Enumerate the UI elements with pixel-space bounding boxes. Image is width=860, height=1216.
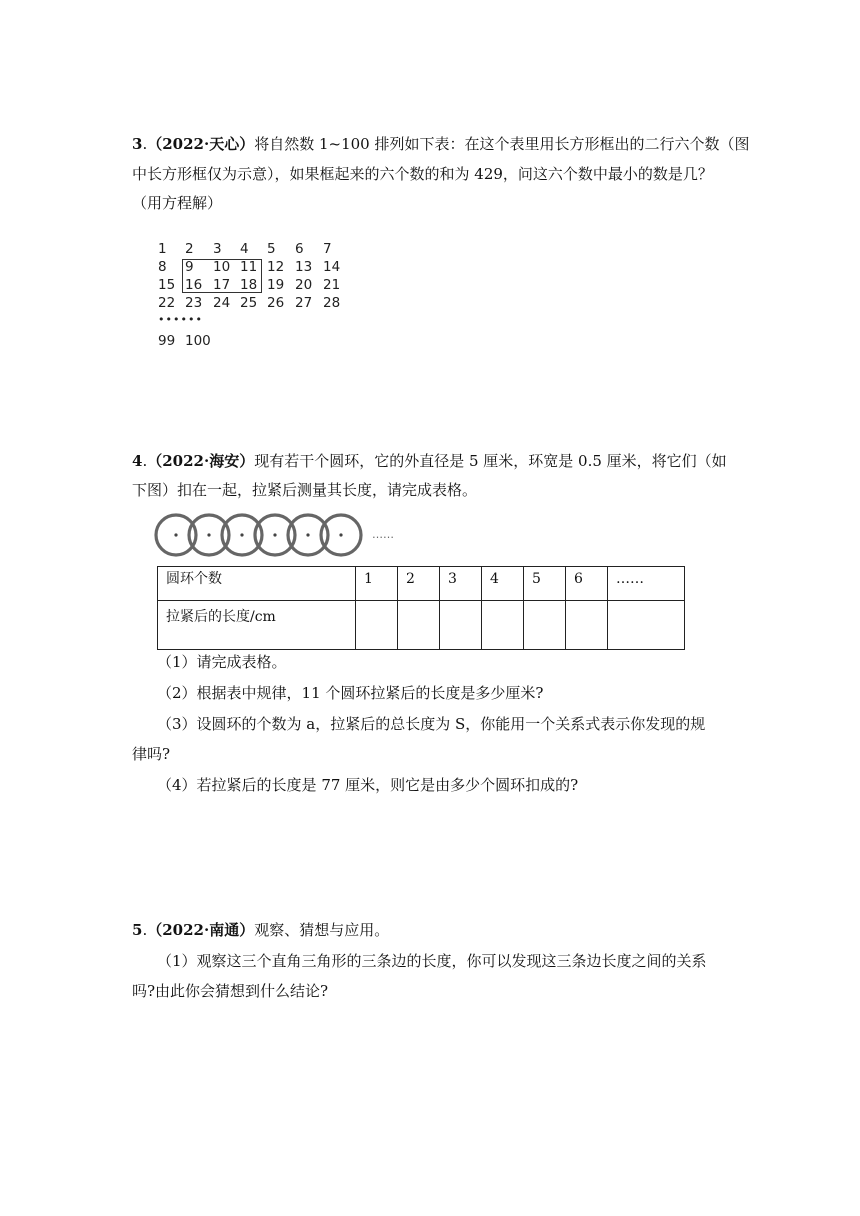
grid-cell: 10 (213, 259, 231, 275)
q3-line2: 中长方形框仅为示意），如果框起来的六个数的和为 429，问这六个数中最小的数是几？ (132, 165, 713, 183)
grid-cell: 15 (158, 277, 176, 293)
q4-sub1: （1）请完成表格。 (157, 653, 287, 671)
rings-figure (152, 510, 412, 562)
table-cell-empty[interactable] (440, 601, 482, 650)
table-cell-empty[interactable] (608, 601, 685, 650)
grid-cell: 25 (240, 295, 258, 311)
grid-cell: 8 (158, 259, 167, 275)
grid-cell: 28 (323, 295, 341, 311)
grid-cell: 99 (158, 333, 176, 349)
grid-cell: 11 (240, 259, 258, 275)
grid-cell: 9 (185, 259, 194, 275)
grid-cell: 2 (185, 241, 194, 257)
q5-line1: 5.（2022·南通）观察、猜想与应用。 (132, 921, 390, 939)
q3-text1: 将自然数 1~100 排列如下表：在这个表里用长方形框出的二行六个数（图 (254, 135, 750, 153)
table-cell: 5 (524, 567, 566, 601)
grid-cell: 13 (295, 259, 313, 275)
table-row (158, 567, 685, 601)
grid-cell: 3 (213, 241, 222, 257)
q4-sub4: （4）若拉紧后的长度是 77 厘米，则它是由多少个圆环扣成的? (157, 776, 579, 794)
q3-line3: （用方程解） (132, 194, 223, 212)
grid-cell: 5 (267, 241, 276, 257)
table-cell-empty[interactable] (482, 601, 524, 650)
table-cell: 6 (566, 567, 608, 601)
q3-line1: 3.（2022·天心）将自然数 1~100 排列如下表：在这个表里用长方形框出的二行六个数（图 (132, 135, 750, 153)
grid-cell: 26 (267, 295, 285, 311)
q4-source: （2022·海安） (147, 452, 255, 470)
q4-sub3a: （3）设圆环的个数为 a，拉紧后的总长度为 S，你能用一个关系式表示你发现的规 (157, 715, 706, 733)
table-cell-empty[interactable] (356, 601, 398, 650)
q5-number: 5 (132, 921, 143, 939)
grid-cell: 23 (185, 295, 203, 311)
q5-text1: 观察、猜想与应用。 (254, 921, 390, 939)
q4-line2: 下图）扣在一起，拉紧后测量其长度，请完成表格。 (132, 481, 478, 499)
table-cell-empty[interactable] (524, 601, 566, 650)
grid-cell: 19 (267, 277, 285, 293)
q4-sub3b: 律吗? (132, 745, 171, 763)
grid-cell: 27 (295, 295, 313, 311)
grid-cell: 1 (158, 241, 167, 257)
grid-cell: 24 (213, 295, 231, 311)
table-cell: 4 (482, 567, 524, 601)
grid-ellipsis: •••••• (158, 313, 203, 326)
grid-cell: 14 (323, 259, 341, 275)
table-header-cell: 拉紧后的长度/cm (158, 601, 356, 650)
grid-cell: 4 (240, 241, 249, 257)
q5-sub1a: （1）观察这三个直角三角形的三条边的长度，你可以发现这三条边长度之间的关系 (157, 952, 707, 970)
q4-text1: 现有若干个圆环，它的外直径是 5 厘米，环宽是 0.5 厘米，将它们（如 (254, 452, 727, 470)
grid-cell: 18 (240, 277, 258, 293)
grid-cell: 7 (323, 241, 332, 257)
table-cell: 3 (440, 567, 482, 601)
table-cell: 2 (398, 567, 440, 601)
table-cell: …… (608, 567, 685, 601)
q3-source: （2022·天心） (147, 135, 255, 153)
table-row (158, 601, 685, 650)
grid-cell: 22 (158, 295, 176, 311)
grid-cell: 21 (323, 277, 341, 293)
grid-cell: 100 (185, 333, 211, 349)
rings-table (157, 566, 685, 650)
q4-number: 4 (132, 452, 143, 470)
q3-number: 3 (132, 135, 143, 153)
q4-sub2: （2）根据表中规律，11 个圆环拉紧后的长度是多少厘米? (157, 684, 544, 702)
grid-cell: 17 (213, 277, 231, 293)
grid-cell: 6 (295, 241, 304, 257)
table-header-cell: 圆环个数 (158, 567, 356, 601)
table-cell: 1 (356, 567, 398, 601)
rings-ellipsis: …… (372, 528, 394, 541)
table-cell-empty[interactable] (566, 601, 608, 650)
q4-line1: 4.（2022·海安）现有若干个圆环，它的外直径是 5 厘米，环宽是 0.5 厘米，将它们（如 (132, 452, 727, 470)
grid-cell: 20 (295, 277, 313, 293)
q5-source: （2022·南通） (147, 921, 255, 939)
table-cell-empty[interactable] (398, 601, 440, 650)
grid-cell: 16 (185, 277, 203, 293)
q5-sub1b: 吗?由此你会猜想到什么结论? (132, 982, 329, 1000)
grid-cell: 12 (267, 259, 285, 275)
selection-rectangle (182, 259, 262, 293)
